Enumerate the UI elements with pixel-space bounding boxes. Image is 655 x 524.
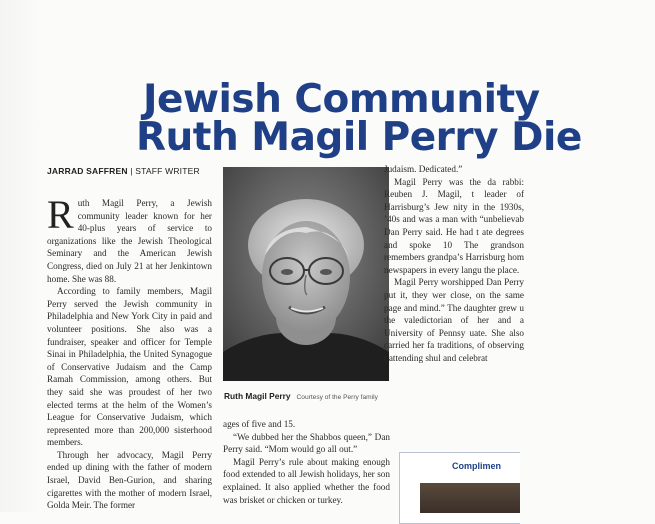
- photo-caption: [224, 386, 378, 404]
- paragraph: Judaism. Dedicated.”: [384, 164, 463, 174]
- paragraph: Through her advocacy, Magil Perry ended up dining with the father of modern Israel, David Ben-Gurion, and sharing cigarettes with the mother of modern Israel, Golda Meir. The former: [47, 449, 212, 511]
- paragraph: Ruth Magil Perry, a Jewish community leader known for her 40-plus years of service to organizations like the Jewish Theological Seminary and the American Jewish Congress, died on July 21 at her Jenkintown home. She was 88.: [47, 192, 212, 284]
- caption-credit: Courtesy of the Perry family: [296, 394, 378, 401]
- byline-role: | STAFF WRITER: [127, 166, 200, 176]
- headline-line-1: Jewish Community: [143, 77, 540, 122]
- article-column-1: [47, 192, 212, 512]
- paragraph: According to family members, Magil Perry served the Jewish community in Philadelphia and New York City in paid and volunteer positions. She also was a fundraiser, speaker and officer for Temple Sinai in Philadelphia, the United Synagogue of Conservative Judaism and the Camp Ramah Commission, among others. But they said she was proudest of her two elected terms at the helm of the Women’s League for Conservative Judaism, which represented more than 200,000 sisterhood members.: [47, 286, 212, 448]
- paragraph: Magil Perry was the da rabbi: Reuben J. Magil, t leader of Harrisburg’s Jew nity in the 1930s, ’40s and was a man with “unbelievab Dan Perry said. He had t ate degrees and spoke 10 The grandson remembers grandpa’s Harrisburg hom newspapers in every langu the place.: [384, 176, 524, 275]
- headline-line-2: Ruth Magil Perry Die: [136, 115, 582, 160]
- portrait-image: [223, 167, 389, 381]
- ad-title: Complimen: [452, 461, 502, 471]
- portrait-photo: [223, 167, 389, 381]
- byline: [47, 166, 200, 176]
- byline-author: JARRAD SAFFREN: [47, 166, 128, 176]
- drop-cap: R: [47, 192, 74, 237]
- article-column-2: [223, 418, 390, 506]
- article-column-3: [384, 163, 524, 365]
- paragraph: Magil Perry’s rule about making enough food extended to all Jewish holidays, her son explained. It also applied whether the food was brisket or chicken or turkey.: [223, 456, 390, 505]
- paragraph: “We dubbed her the Shabbos queen,” Dan Perry said. “Mom would go all out.”: [223, 431, 390, 455]
- paragraph: Magil Perry worshipped Dan Perry put it, they wer close, on the same page and mind.” The daughter grew u the valedictorian of her and a University of Pennsy uate. She also carried her fa traditions, of observing t attending shul and celebrat: [384, 277, 524, 363]
- ad-photo: [420, 483, 520, 513]
- paragraph: ages of five and 15.: [223, 419, 296, 429]
- caption-name: Ruth Magil Perry: [224, 391, 291, 401]
